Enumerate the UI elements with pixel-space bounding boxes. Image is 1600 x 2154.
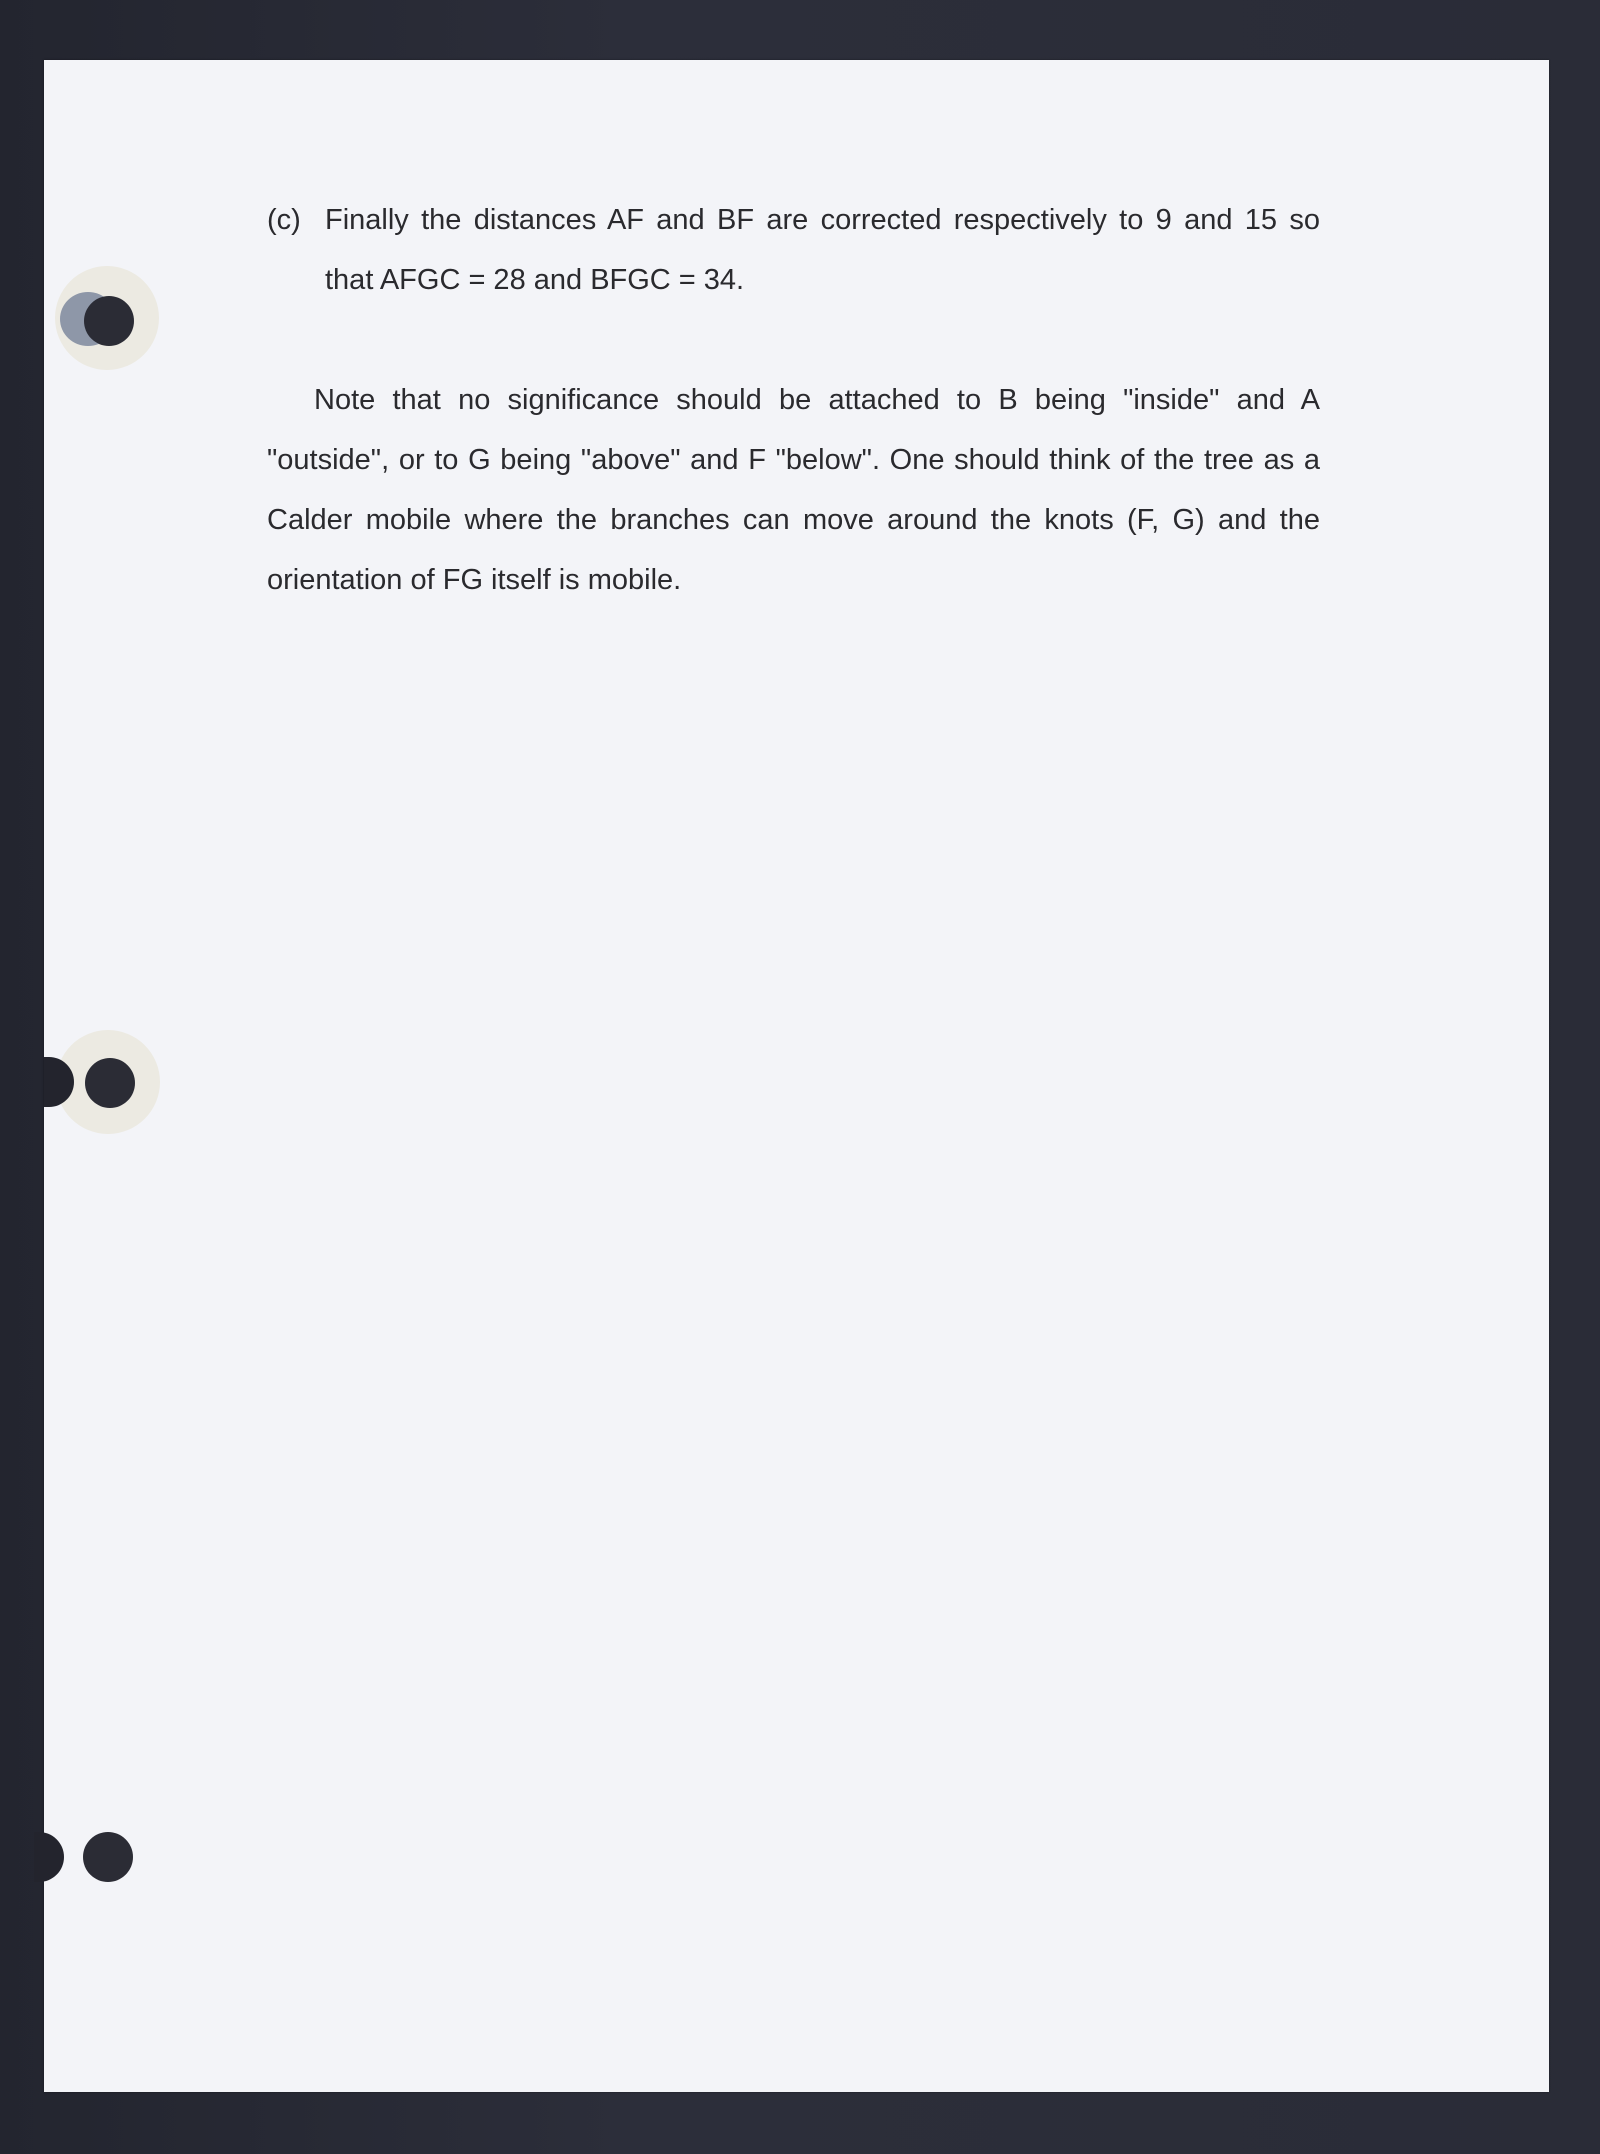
list-item-c (267, 190, 1320, 310)
item-label: (c) (267, 204, 301, 236)
note-paragraph: Note that no significance should be attached to B being "inside" and A "outside", or to G being "above" and F "below". One should think of the tree as a Calder mobile where the branches can move around the knots (F, G) and the orientation of FG itself is mobile. (267, 384, 1320, 596)
punch-hole-middle (85, 1058, 135, 1108)
item-text: Finally the distances AF and BF are corrected respectively to 9 and 15 so that AFGC = 28 and BFGC = 34. (325, 204, 1320, 296)
punch-hole-bottom (83, 1832, 133, 1882)
punch-hole-top (84, 296, 134, 346)
page-text (267, 190, 1320, 610)
